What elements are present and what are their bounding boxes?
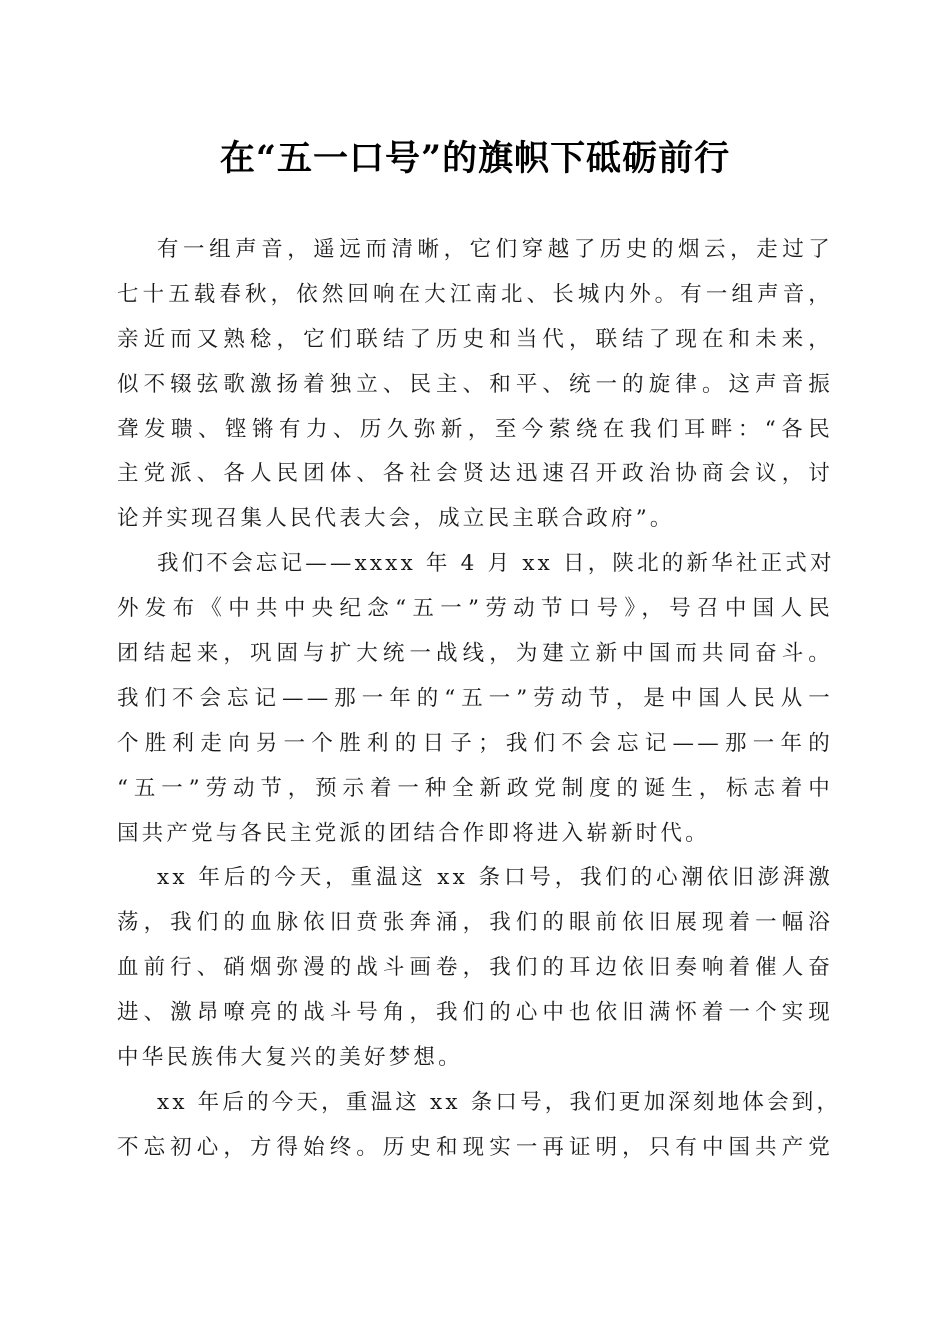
text-line: 血前行、硝烟弥漫的战斗画卷，我们的耳边依旧奏响着催人奋 — [117, 955, 833, 981]
paragraph-3-line-2 — [117, 901, 833, 946]
text-line: 不忘初心，方得始终。历史和现实一再证明，只有中国共产党 — [117, 1134, 833, 1160]
text-line: 七十五载春秋，依然回响在大江南北、长城内外。有一组声音， — [117, 281, 833, 307]
paragraph-1-line-2 — [117, 273, 833, 318]
text-line: “五一”劳动节，预示着一种全新政党制度的诞生，标志着中 — [117, 775, 833, 801]
text-line: 亲近而又熟稔，它们联结了历史和当代，联结了现在和未来， — [117, 326, 833, 352]
paragraph-2-line-2 — [117, 587, 833, 632]
document-body — [117, 228, 842, 1171]
paragraph-1-line-3 — [117, 318, 833, 363]
paragraph-3-line-4 — [117, 991, 833, 1036]
text-line: 似不辍弦歌激扬着独立、民主、和平、统一的旋律。这声音振 — [117, 371, 833, 397]
text-line: 荡，我们的血脉依旧贲张奔涌，我们的眼前依旧展现着一幅浴 — [117, 910, 833, 936]
paragraph-4-line-1 — [117, 1081, 842, 1126]
text-line: 国共产党与各民主党派的团结合作即将进入崭新时代。 — [117, 820, 710, 846]
text-line: 中华民族伟大复兴的美好梦想。 — [117, 1045, 463, 1071]
text-line: 主党派、各人民团体、各社会贤达迅速召开政治协商会议，讨 — [117, 461, 833, 487]
paragraph-2-line-3 — [117, 632, 833, 677]
text-line: 论并实现召集人民代表大会，成立民主联合政府”。 — [117, 506, 675, 532]
paragraph-2-line-4 — [117, 677, 833, 722]
paragraph-1-line-1 — [117, 228, 833, 273]
text-line: xx 年后的今天，重温这 xx 条口号，我们更加深刻地体会到， — [157, 1089, 842, 1115]
text-line: xx 年后的今天，重温这 xx 条口号，我们的心潮依旧澎湃激 — [157, 865, 833, 891]
text-line: 进、激昂嘹亮的战斗号角，我们的心中也依旧满怀着一个实现 — [117, 1000, 833, 1026]
text-line: 有一组声音，遥远而清晰，它们穿越了历史的烟云，走过了 — [157, 237, 833, 262]
text-line: 团结起来，巩固与扩大统一战线，为建立新中国而共同奋斗。 — [117, 641, 833, 667]
document-title: 在“五一口号”的旗帜下砥砺前行 — [219, 138, 731, 179]
paragraph-4-line-2 — [117, 1126, 833, 1171]
paragraph-3-line-5 — [117, 1036, 833, 1081]
paragraph-1-line-5 — [117, 408, 833, 453]
paragraph-1-line-6 — [117, 452, 833, 497]
paragraph-2-line-7 — [117, 812, 833, 857]
paragraph-3-line-3 — [117, 946, 833, 991]
text-line: 我们不会忘记——那一年的“五一”劳动节，是中国人民从一 — [117, 685, 833, 711]
paragraph-2-line-6 — [117, 767, 833, 812]
text-line: 外发布《中共中央纪念“五一”劳动节口号》，号召中国人民 — [117, 596, 833, 622]
paragraph-1-line-4 — [117, 363, 833, 408]
text-line: 我们不会忘记——xxxx 年 4 月 xx 日，陕北的新华社正式对 — [157, 551, 835, 577]
text-line: 聋发聩、铿锵有力、历久弥新，至今萦绕在我们耳畔：“各民 — [117, 416, 833, 442]
paragraph-3-line-1 — [117, 856, 833, 901]
paragraph-2-line-1 — [117, 542, 833, 587]
paragraph-1-line-7 — [117, 497, 833, 542]
text-line: 个胜利走向另一个胜利的日子；我们不会忘记——那一年的 — [117, 730, 833, 756]
paragraph-2-line-5 — [117, 722, 833, 767]
